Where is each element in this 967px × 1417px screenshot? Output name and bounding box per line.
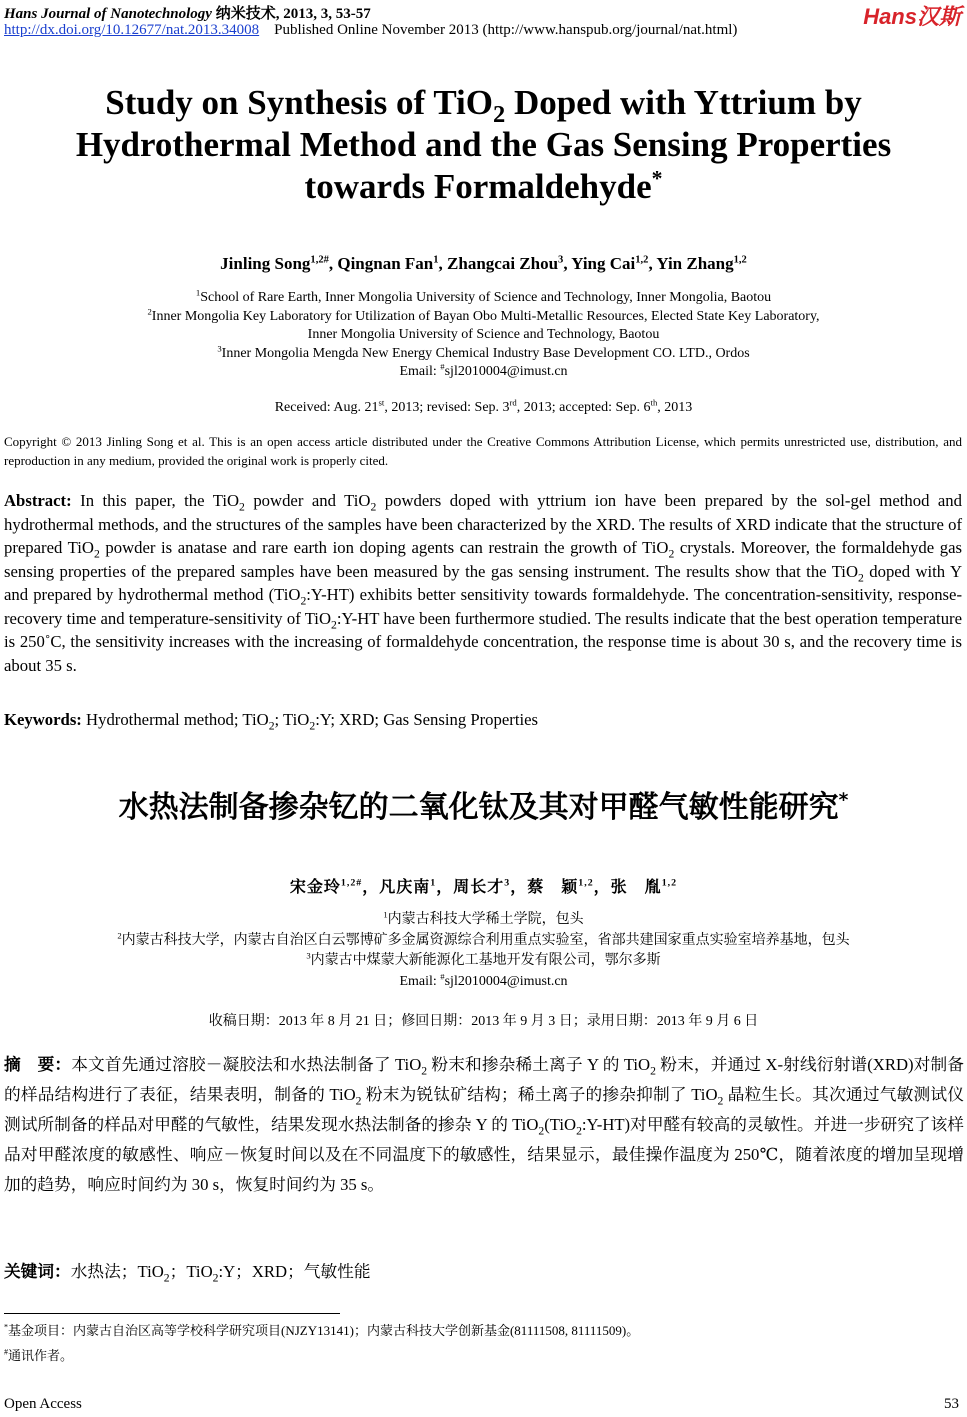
email-address-cn[interactable]: sjl2010004@imust.cn bbox=[444, 973, 568, 989]
subscript: 2 bbox=[370, 500, 377, 514]
keywords-cn bbox=[4, 1258, 371, 1285]
author-name: 凡庆南 bbox=[379, 879, 431, 896]
subscript: 2 bbox=[717, 1094, 724, 1108]
abstract-text: :Y-HT have been furthermore studied. The results indicate that the best operation temperature is 250˚C, the sensitivity increases with the increasing of formaldehyde concentration, the response time is about 30 s, and the recovery time is about 35 s. bbox=[4, 608, 963, 675]
abstract-text: crystals. Moreover, the formaldehyde gas sensing properties of the prepared samples have been measured by the gas sensing instrument. The results show that the TiO bbox=[4, 538, 963, 581]
page-number: 53 bbox=[944, 1396, 959, 1412]
abstract-cn-text: 粉末和掺杂稀土离子 Y 的 TiO bbox=[427, 1055, 651, 1074]
abstract-cn bbox=[4, 1050, 964, 1200]
affiliation-2-cn: 内蒙古科技大学，内蒙古自治区白云鄂博矿多金属资源综合利用重点实验室，省部共建国家重点实验室培养基地，包头 bbox=[121, 932, 850, 948]
author-sup: 1,2 bbox=[578, 877, 594, 889]
subscript: 2 bbox=[538, 1124, 545, 1138]
author-sup: 1 bbox=[430, 877, 437, 889]
abstract-cn-text: :Y-HT)对甲醛有较高的灵敏性。并进一步研究了该样品对甲醛浓度的敏感性、响应－恢复时间以及在不同温度下的敏感性，结果显示，最佳操作温度为 250℃，随着浓度的增加呈现增加的趋势，响应时间约为 30 s，恢复时间约为 35 s。 bbox=[4, 1115, 964, 1194]
subscript: 2 bbox=[300, 594, 307, 608]
keywords-text: :Y; XRD; Gas Sensing Properties bbox=[315, 710, 538, 729]
author-sup: 1,2 bbox=[661, 877, 678, 889]
keywords-cn-text: :Y；XRD；气敏性能 bbox=[218, 1262, 371, 1281]
ordinal-sup: rd bbox=[509, 397, 517, 408]
author-name: 周长才 bbox=[453, 879, 505, 896]
title-part1: Study on Synthesis of TiO bbox=[105, 83, 493, 122]
email-label: Email: bbox=[399, 364, 441, 379]
subscript: 2 bbox=[858, 570, 864, 584]
abstract-en bbox=[4, 489, 962, 677]
abstract-text: powder is anatase and rare earth ion doping agents can restrain the growth of TiO bbox=[99, 538, 669, 557]
keywords-cn-text: ；TiO bbox=[169, 1262, 213, 1281]
email-sup: # bbox=[440, 970, 445, 981]
email-label: Email: bbox=[399, 973, 441, 989]
footnote-mark: * bbox=[4, 1322, 9, 1332]
affiliation-2: Inner Mongolia Key Laboratory for Utilization of Bayan Obo Multi-Metallic Resources, Elected State Key Laboratory, bbox=[151, 308, 820, 324]
subscript: 2 bbox=[93, 547, 100, 561]
open-access-label: Open Access bbox=[4, 1396, 82, 1412]
author-sep: , bbox=[648, 254, 657, 273]
abstract-cn-text: 粉末为锐钛矿结构；稀土离子的掺杂抑制了 TiO bbox=[361, 1085, 718, 1104]
subscript: 2 bbox=[212, 1271, 219, 1285]
hans-logo: Hans汉斯 bbox=[863, 4, 961, 29]
subscript: 2 bbox=[355, 1094, 362, 1108]
published-text: Published Online November 2013 (http://www.hanspub.org/journal/nat.html) bbox=[274, 22, 738, 38]
received-text: Received: Aug. 21 bbox=[274, 400, 379, 415]
received-dates-en bbox=[0, 399, 967, 418]
aff-num: 2 bbox=[117, 929, 122, 940]
ordinal-sup: st bbox=[378, 397, 385, 408]
footnote-corresponding bbox=[4, 1345, 73, 1364]
affiliation-3-cn: 内蒙古中煤蒙大新能源化工基地开发有限公司，鄂尔多斯 bbox=[310, 953, 661, 968]
keywords-label: Keywords: bbox=[4, 710, 82, 729]
keywords-en bbox=[4, 710, 538, 733]
author-sup: 1 bbox=[433, 254, 439, 266]
title-star: * bbox=[651, 166, 663, 191]
paper-title-cn bbox=[0, 782, 967, 826]
subscript: 2 bbox=[331, 617, 337, 631]
abstract-text: powder and TiO bbox=[244, 491, 371, 510]
affiliation-1: School of Rare Earth, Inner Mongolia University of Science and Technology, Inner Mongolia, Baotou bbox=[200, 290, 772, 305]
subscript: 2 bbox=[576, 1124, 582, 1138]
abstract-text: doped with Y and prepared by hydrothermal method (TiO bbox=[4, 561, 962, 604]
abstract-cn-text: 晶粒生长。其次通过气敏测试仪测试所制备的样品对甲醛的气敏性，结果发现水热法制备的掺杂 Y 的 TiO bbox=[4, 1085, 965, 1134]
author-sep: ， bbox=[593, 879, 611, 896]
subscript: 2 bbox=[421, 1064, 428, 1078]
author-name: Ying Cai bbox=[571, 254, 636, 273]
title-line2: Hydrothermal Method and the Gas Sensing Properties bbox=[75, 125, 892, 164]
paper-title-en bbox=[0, 82, 967, 208]
abstract-label-cn: 摘 要： bbox=[4, 1055, 72, 1074]
affiliations-en bbox=[0, 289, 967, 382]
doi-link[interactable]: http://dx.doi.org/10.12677/nat.2013.34008 bbox=[4, 22, 260, 38]
author-sup: 3 bbox=[558, 254, 564, 266]
title-part2: Doped with Yttrium by bbox=[505, 83, 862, 122]
affiliation-1-cn: 内蒙古科技大学稀土学院，包头 bbox=[387, 912, 584, 927]
accepted-text: , 2013; accepted: Sep. 6 bbox=[516, 400, 651, 415]
affiliation-3: Inner Mongolia Mengda New Energy Chemical Industry Base Development CO. LTD., Ordos bbox=[221, 345, 750, 361]
revised-text: , 2013; revised: Sep. 3 bbox=[384, 400, 510, 415]
title-line3: towards Formaldehyde bbox=[304, 167, 652, 206]
author-name: Yin Zhang bbox=[656, 254, 734, 273]
aff-num: 3 bbox=[217, 342, 222, 353]
authors-cn bbox=[0, 874, 967, 897]
subscript: 2 bbox=[650, 1064, 656, 1078]
author-name: 宋金玲 bbox=[289, 879, 341, 896]
abstract-text: In this paper, the TiO bbox=[71, 491, 240, 510]
author-sep: , bbox=[563, 254, 572, 273]
author-sup: 1,2# bbox=[340, 877, 363, 889]
abstract-text: :Y-HT) exhibits better sensitivity towards formaldehyde. The concentration-sensitivity, response-recovery time and temperature-sensitivity of TiO bbox=[4, 585, 962, 628]
affiliations-cn bbox=[0, 910, 967, 992]
title-sub: 2 bbox=[493, 101, 506, 128]
abstract-cn-text: 粉末，并通过 X-射线衍射谱(XRD)对制备的样品结构进行了表征，结果表明，制备的 TiO bbox=[4, 1055, 964, 1104]
email-sup: # bbox=[440, 361, 445, 372]
subscript: 2 bbox=[309, 719, 316, 733]
author-name: Qingnan Fan bbox=[337, 254, 434, 273]
footnote-text: 通讯作者。 bbox=[8, 1348, 74, 1363]
author-sep: ， bbox=[436, 879, 454, 896]
aff-num: 1 bbox=[195, 287, 201, 298]
abstract-cn-text: 本文首先通过溶胶－凝胶法和水热法制备了 TiO bbox=[71, 1055, 422, 1074]
author-name: 张 胤 bbox=[610, 879, 662, 896]
aff-num: 3 bbox=[306, 950, 311, 961]
author-sup: 3 bbox=[504, 877, 511, 889]
subscript: 2 bbox=[668, 547, 675, 561]
keywords-text: Hydrothermal method; TiO bbox=[81, 710, 269, 729]
author-sep: ， bbox=[510, 879, 528, 896]
author-name: Jinling Song bbox=[220, 254, 311, 273]
footnote-text: 基金项目：内蒙古自治区高等学校科学研究项目(NJZY13141)；内蒙古科技大学创新基金(81111508, 81111509)。 bbox=[8, 1323, 640, 1338]
email-address[interactable]: sjl2010004@imust.cn bbox=[444, 364, 568, 379]
subscript: 2 bbox=[239, 500, 245, 514]
journal-info: 纳米技术, 2013, 3, 53-57 bbox=[215, 6, 371, 22]
doi-line bbox=[4, 22, 737, 39]
abstract-label: Abstract: bbox=[4, 491, 72, 510]
author-sep: , bbox=[328, 254, 338, 273]
abstract-text: powders doped with yttrium ion have been prepared by the sol-gel method and hydrothermal methods, and the structures of the samples have been characterized by the XRD. The results of XRD indicate that the structure of prepared TiO bbox=[4, 491, 962, 557]
author-name: 蔡 颖 bbox=[527, 879, 579, 896]
footnote-divider bbox=[4, 1313, 340, 1314]
keywords-cn-text: 水热法；TiO bbox=[70, 1262, 164, 1281]
keywords-text: ; TiO bbox=[274, 710, 310, 729]
author-sup: 1,2 bbox=[635, 254, 649, 266]
keywords-label-cn: 关键词： bbox=[4, 1262, 71, 1281]
copyright-notice: Copyright © 2013 Jinling Song et al. This is an open access article distributed under the Creative Commons Attribution License, which permits unrestricted use, distribution, and reproduction in any medium, provided the original work is properly cited. bbox=[4, 434, 962, 468]
author-sep: ， bbox=[362, 879, 380, 896]
author-sup: 1,2 bbox=[733, 254, 747, 266]
aff-num: 1 bbox=[383, 909, 388, 920]
journal-header bbox=[4, 2, 371, 23]
subscript: 2 bbox=[163, 1271, 170, 1285]
title-cn-text: 水热法制备掺杂钇的二氧化钛及其对甲醛气敏性能研究 bbox=[118, 790, 839, 825]
journal-name: Hans Journal of Nanotechnology bbox=[4, 6, 212, 22]
authors-en bbox=[0, 254, 967, 274]
received-dates-cn: 收稿日期：2013 年 8 月 21 日；修回日期：2013 年 9 月 3 日；录用日期：2013 年 9 月 6 日 bbox=[208, 1014, 759, 1029]
footnote-funding bbox=[4, 1320, 639, 1339]
author-name: Zhangcai Zhou bbox=[447, 254, 559, 273]
ordinal-sup: th bbox=[650, 397, 658, 408]
affiliation-2-cont: Inner Mongolia University of Science and Technology, Baotou bbox=[307, 327, 660, 342]
year-text: , 2013 bbox=[657, 400, 693, 415]
author-sup: 1,2# bbox=[310, 254, 329, 266]
author-sep: , bbox=[438, 254, 448, 273]
footnote-mark: # bbox=[4, 1347, 9, 1357]
aff-num: 2 bbox=[147, 305, 152, 316]
title-cn-star: * bbox=[838, 790, 849, 811]
abstract-cn-text: (TiO bbox=[544, 1115, 577, 1134]
subscript: 2 bbox=[268, 719, 275, 733]
